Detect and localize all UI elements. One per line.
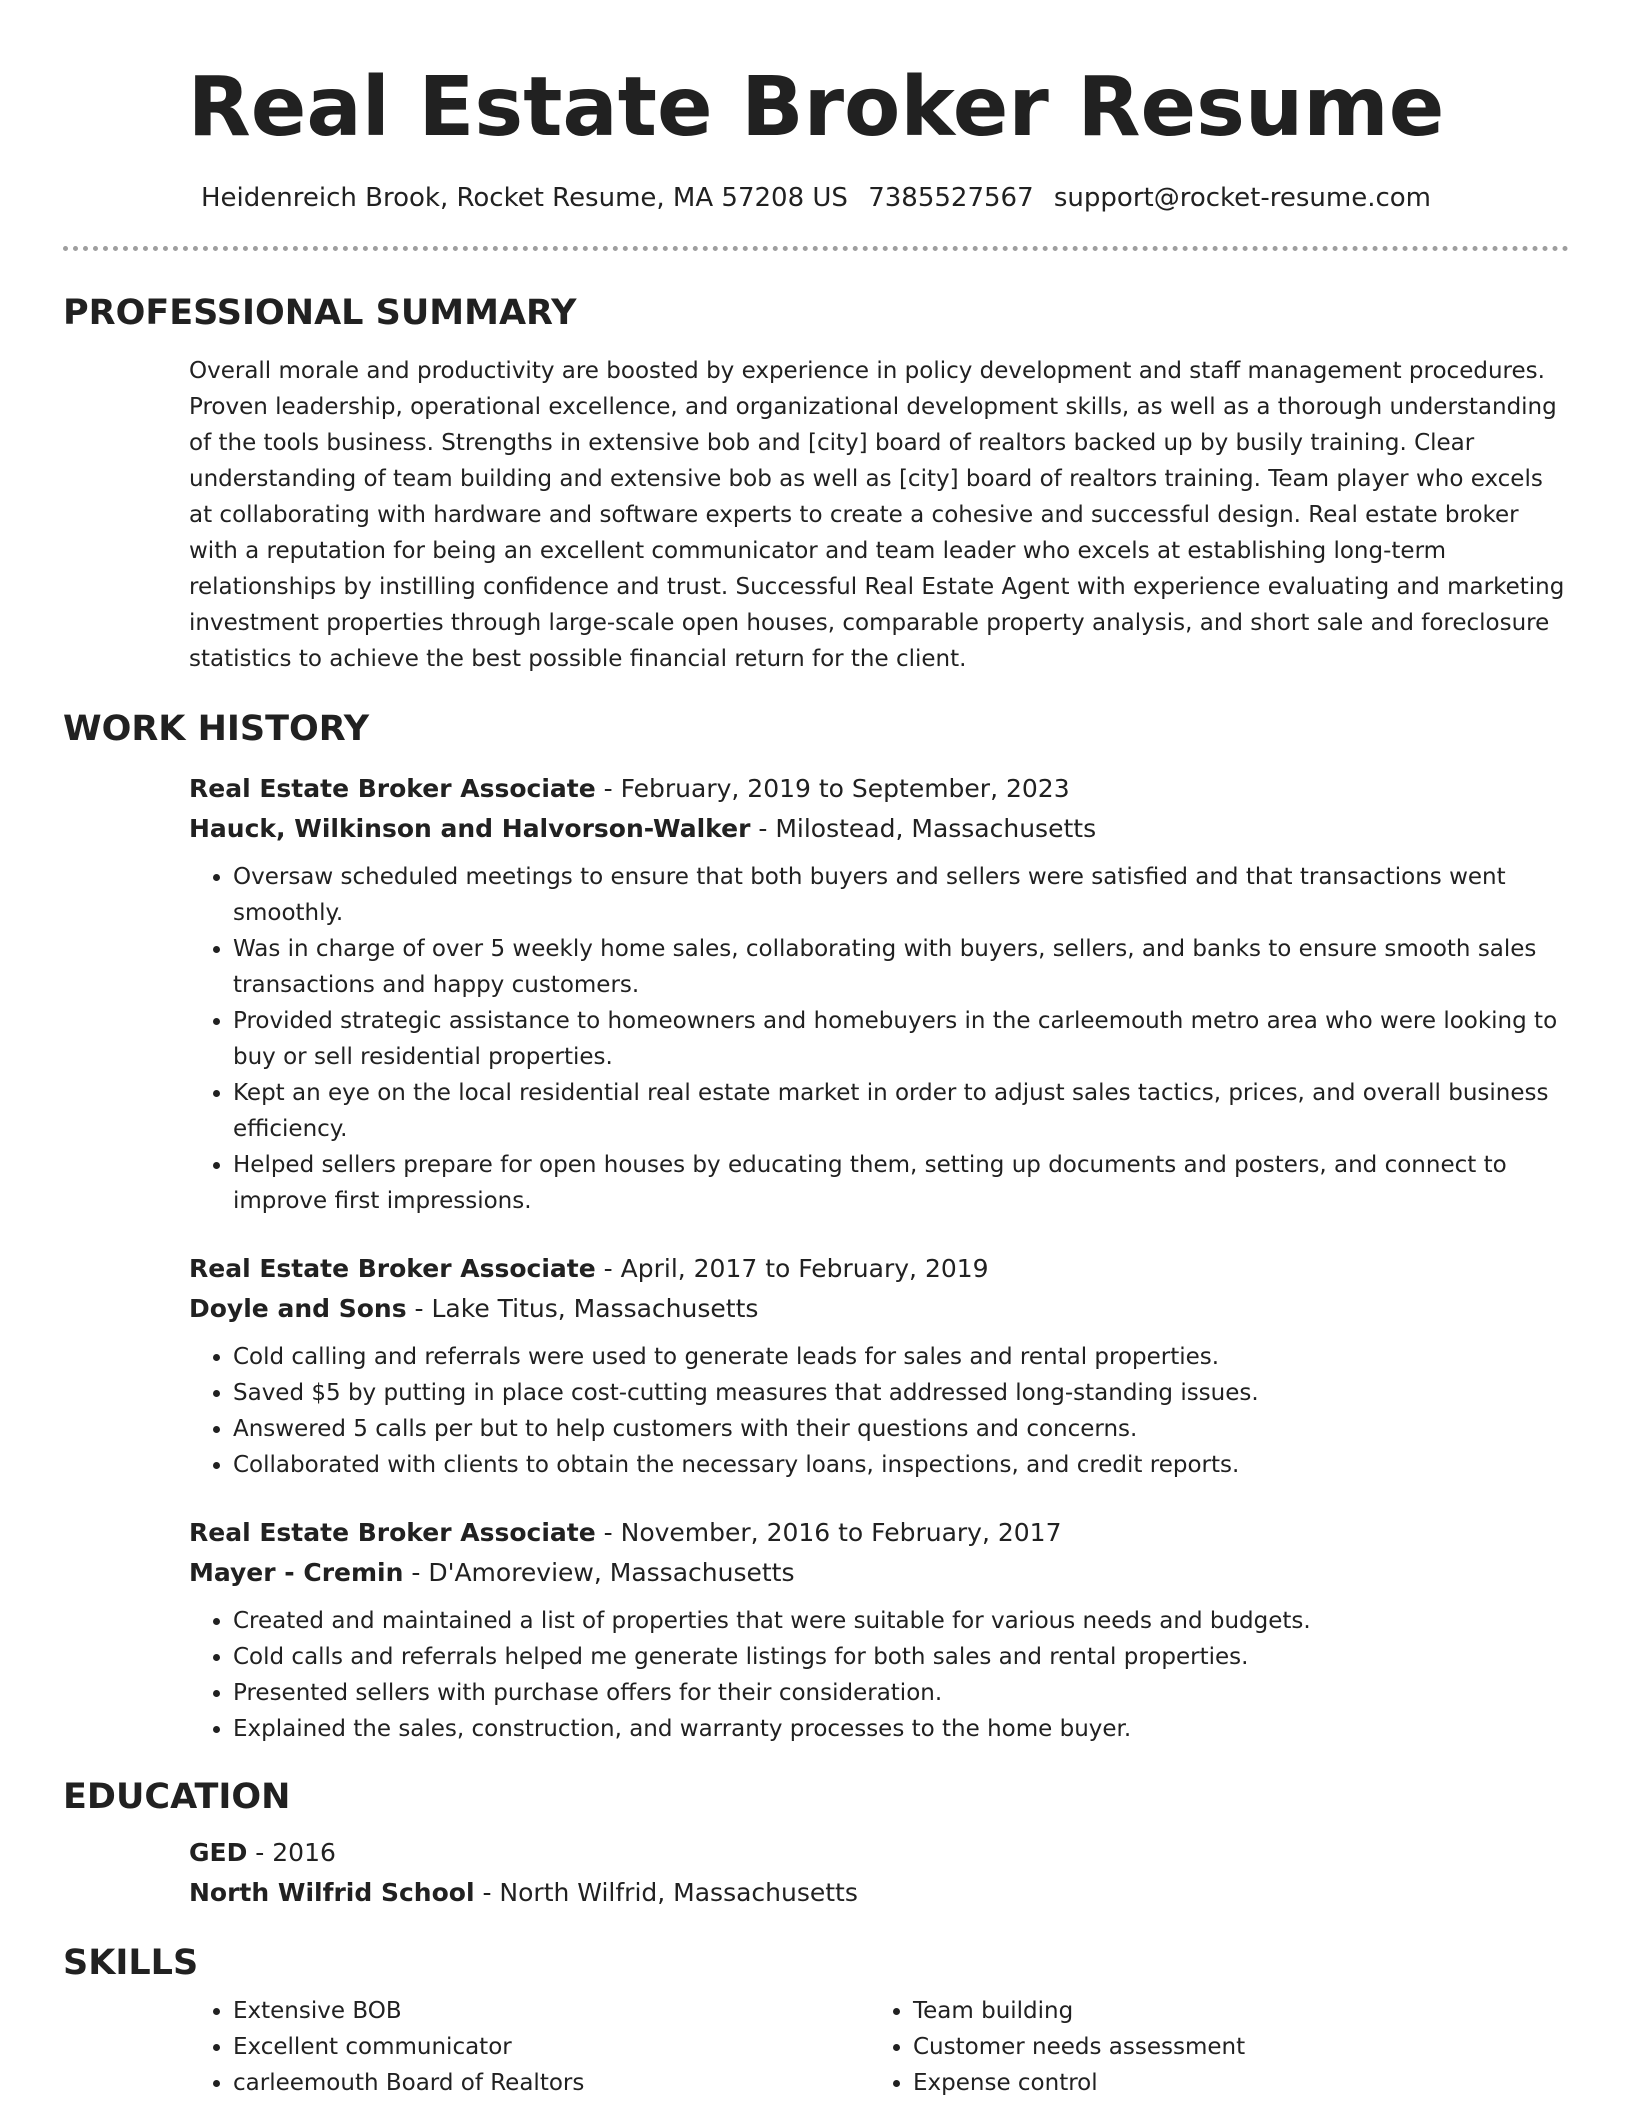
job-company: Mayer - Cremin	[189, 1558, 404, 1587]
job-bullet: • Oversaw scheduled meetings to ensure that both buyers and sellers were satisfied and that transactions went smoothly.	[233, 859, 1569, 931]
job-dates: - November, 2016 to February, 2017	[595, 1518, 1062, 1547]
education-heading: EDUCATION	[63, 1777, 291, 1817]
job-entry	[63, 1249, 1569, 1483]
contact-address: Heidenreich Brook, Rocket Resume, MA 57208 US	[201, 183, 848, 213]
job-entry	[63, 769, 1569, 1219]
job-dates: - February, 2019 to September, 2023	[595, 774, 1070, 803]
summary-section	[63, 291, 1569, 677]
skill-item: • Expense control	[913, 2065, 1549, 2101]
contact-phone: 7385527567	[868, 183, 1034, 213]
resume-title: Real Estate Broker Resume	[187, 60, 1445, 155]
skills-section	[63, 1941, 1569, 2101]
contact-email: support@rocket-resume.com	[1053, 183, 1431, 213]
work-history-heading: WORK HISTORY	[63, 709, 370, 749]
job-bullets	[189, 1603, 1569, 1747]
skills-list	[869, 1993, 1549, 2101]
header-divider	[63, 246, 1569, 251]
job-bullet: • Saved $5 by putting in place cost-cutting measures that addressed long-standing issues.	[233, 1375, 1569, 1411]
skills-left-column	[189, 1985, 869, 2101]
job-dates: - April, 2017 to February, 2019	[595, 1254, 989, 1283]
job-title-line	[189, 1249, 1569, 1289]
job-role: Real Estate Broker Associate	[189, 774, 596, 803]
skills-columns	[63, 1985, 1569, 2101]
job-bullet: • Presented sellers with purchase offers for their consideration.	[233, 1675, 1569, 1711]
skill-item: • carleemouth Board of Realtors	[233, 2065, 869, 2101]
education-entry	[63, 1833, 1569, 1913]
skill-item: • Customer needs assessment	[913, 2029, 1549, 2065]
education-section	[63, 1775, 1569, 1913]
job-title-line	[189, 1513, 1569, 1553]
job-bullet: • Was in charge of over 5 weekly home sales, collaborating with buyers, sellers, and banks to ensure smooth sales transactions and happy customers.	[233, 931, 1569, 1003]
job-location: - D'Amoreview, Massachusetts	[403, 1558, 795, 1587]
summary-heading: PROFESSIONAL SUMMARY	[63, 293, 577, 333]
job-location: - Lake Titus, Massachusetts	[406, 1294, 759, 1323]
education-year: - 2016	[247, 1838, 336, 1867]
job-role: Real Estate Broker Associate	[189, 1254, 596, 1283]
work-history-section	[63, 707, 1569, 1747]
contact-line	[63, 180, 1569, 216]
job-company-line	[189, 1289, 1569, 1329]
skills-right-column	[869, 1985, 1549, 2101]
job-bullet: • Cold calling and referrals were used to generate leads for sales and rental properties.	[233, 1339, 1569, 1375]
job-bullets	[189, 859, 1569, 1219]
job-bullet: • Explained the sales, construction, and warranty processes to the home buyer.	[233, 1711, 1569, 1747]
education-location: - North Wilfrid, Massachusetts	[474, 1878, 858, 1907]
job-company: Hauck, Wilkinson and Halvorson-Walker	[189, 814, 751, 843]
job-bullet: • Helped sellers prepare for open houses by educating them, setting up documents and posters, and connect to improve first impressions.	[233, 1147, 1569, 1219]
education-degree-line	[189, 1833, 1569, 1873]
education-school-line	[189, 1873, 1569, 1913]
job-company-line	[189, 1553, 1569, 1593]
job-role: Real Estate Broker Associate	[189, 1518, 596, 1547]
job-bullet: • Provided strategic assistance to homeowners and homebuyers in the carleemouth metro area who were looking to buy or sell residential properties.	[233, 1003, 1569, 1075]
job-bullet: • Answered 5 calls per but to help customers with their questions and concerns.	[233, 1411, 1569, 1447]
skills-list	[189, 1993, 869, 2101]
job-bullets	[189, 1339, 1569, 1483]
job-title-line	[189, 769, 1569, 809]
job-bullet: • Created and maintained a list of properties that were suitable for various needs and budgets.	[233, 1603, 1569, 1639]
skill-item: • Team building	[913, 1993, 1549, 2029]
skill-item: • Extensive BOB	[233, 1993, 869, 2029]
job-company-line	[189, 809, 1569, 849]
education-school: North Wilfrid School	[189, 1878, 475, 1907]
job-location: - Milostead, Massachusetts	[750, 814, 1097, 843]
education-degree: GED	[189, 1838, 248, 1867]
job-bullet: • Cold calls and referrals helped me generate listings for both sales and rental properties.	[233, 1639, 1569, 1675]
skills-heading: SKILLS	[63, 1943, 199, 1983]
skill-item: • Excellent communicator	[233, 2029, 869, 2065]
job-bullet: • Kept an eye on the local residential real estate market in order to adjust sales tactics, prices, and overall business efficiency.	[233, 1075, 1569, 1147]
job-entry	[63, 1513, 1569, 1747]
job-bullet: • Collaborated with clients to obtain the necessary loans, inspections, and credit reports.	[233, 1447, 1569, 1483]
job-company: Doyle and Sons	[189, 1294, 407, 1323]
summary-text: Overall morale and productivity are boosted by experience in policy development and staff management procedures. Proven leadership, operational excellence, and organizational development skills, as well as a thorough understanding of the tools business. Strengths in extensive bob and [city] board of realtors backed up by busily training. Clear understanding of team building and extensive bob as well as [city] board of realtors training. Team player who excels at collaborating with hardware and software experts to create a cohesive and successful design. Real estate broker with a reputation for being an excellent communicator and team leader who excels at establishing long-term relationships by instilling confidence and trust. Successful Real Estate Agent with experience evaluating and marketing investment properties through large-scale open houses, comparable property analysis, and short sale and foreclosure statistics to achieve the best possible financial return for the client.	[189, 358, 1565, 672]
